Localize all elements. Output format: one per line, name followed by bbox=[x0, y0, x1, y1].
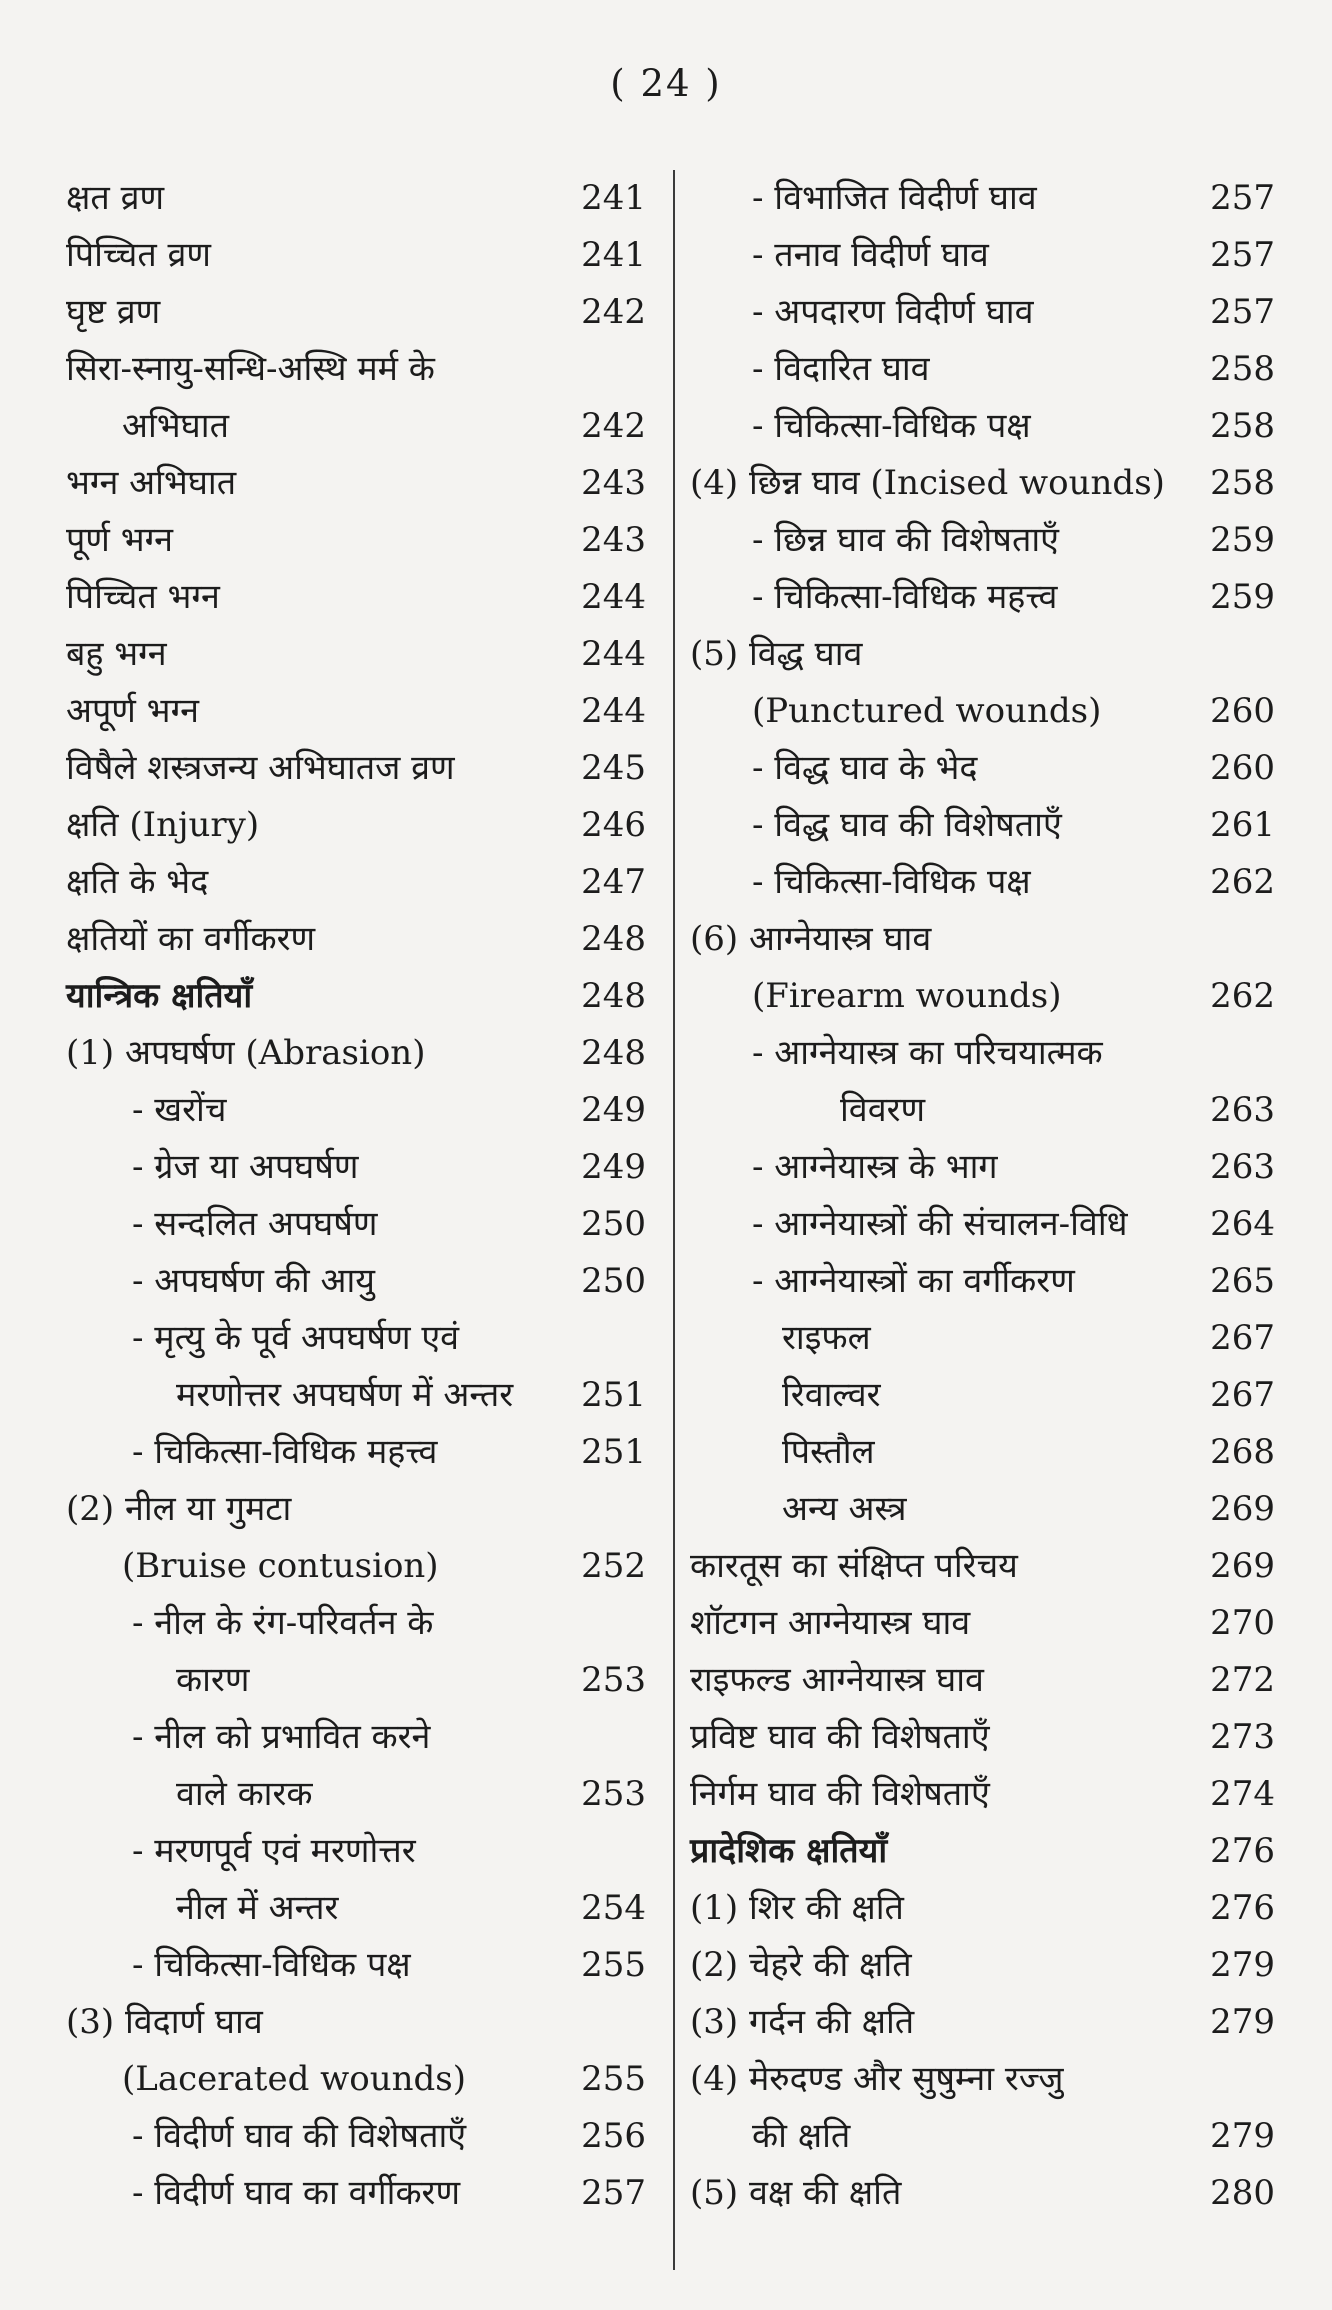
left-column bbox=[66, 170, 646, 2222]
toc-entry-page: 257 bbox=[1210, 178, 1275, 218]
toc-entry-title: प्रादेशिक क्षतियाँ bbox=[690, 1831, 888, 1871]
toc-entry bbox=[66, 797, 646, 854]
toc-entry-title: शॉटगन आग्नेयास्त्र घाव bbox=[690, 1603, 971, 1643]
toc-entry-page: 261 bbox=[1210, 805, 1275, 845]
toc-entry-title: यान्त्रिक क्षतियाँ bbox=[66, 976, 253, 1016]
toc-entry-title: विवरण bbox=[840, 1090, 926, 1130]
toc-entry bbox=[690, 740, 1275, 797]
toc-entry bbox=[690, 1880, 1275, 1937]
toc-entry bbox=[66, 683, 646, 740]
toc-entry-title: (3) विदार्ण घाव bbox=[66, 2002, 263, 2042]
toc-entry-title: (1) अपघर्षण (Abrasion) bbox=[66, 1033, 426, 1073]
toc-entry-title: - विभाजित विदीर्ण घाव bbox=[752, 178, 1037, 218]
toc-entry-title: क्षत व्रण bbox=[66, 178, 165, 218]
toc-entry-page: 245 bbox=[581, 748, 646, 788]
toc-entry-page: 248 bbox=[581, 919, 646, 959]
toc-entry-title: (6) आग्नेयास्त्र घाव bbox=[690, 919, 932, 959]
toc-entry-page: 248 bbox=[581, 976, 646, 1016]
toc-entry bbox=[66, 1196, 646, 1253]
toc-entry-page: 280 bbox=[1210, 2173, 1275, 2213]
toc-entry-title: अन्य अस्त्र bbox=[782, 1489, 907, 1529]
toc-entry-page: 251 bbox=[581, 1432, 646, 1472]
toc-entry bbox=[66, 569, 646, 626]
toc-entry bbox=[690, 1424, 1275, 1481]
toc-entry-page: 257 bbox=[1210, 292, 1275, 332]
toc-entry-page: 257 bbox=[1210, 235, 1275, 275]
toc-entry-page: 255 bbox=[581, 1945, 646, 1985]
toc-entry-title: रिवाल्वर bbox=[782, 1375, 881, 1415]
toc-entry bbox=[690, 1709, 1275, 1766]
toc-entry bbox=[690, 1652, 1275, 1709]
toc-entry bbox=[690, 626, 1275, 740]
toc-entry bbox=[66, 455, 646, 512]
toc-entry-title: अपूर्ण भग्न bbox=[66, 691, 200, 731]
toc-entry-title: क्षति (Injury) bbox=[66, 805, 260, 845]
toc-entry-title: (3) गर्दन की क्षति bbox=[690, 2002, 915, 2042]
toc-entry-page: 262 bbox=[1210, 862, 1275, 902]
toc-entry bbox=[690, 1139, 1275, 1196]
toc-entry-page: 253 bbox=[581, 1660, 646, 1700]
toc-entry-title: - आग्नेयास्त्र के भाग bbox=[752, 1147, 998, 1187]
toc-entry-title: (1) शिर की क्षति bbox=[690, 1888, 904, 1928]
toc-entry-page: 250 bbox=[581, 1261, 646, 1301]
toc-entry bbox=[66, 1994, 646, 2108]
toc-entry bbox=[690, 1196, 1275, 1253]
toc-entry-title: (Firearm wounds) bbox=[752, 976, 1062, 1016]
toc-entry bbox=[66, 1310, 646, 1424]
toc-entry-page: 260 bbox=[1210, 691, 1275, 731]
toc-entry bbox=[690, 1994, 1275, 2051]
toc-entry-title: - विदीर्ण घाव का वर्गीकरण bbox=[132, 2173, 461, 2213]
toc-entry-page: 264 bbox=[1210, 1204, 1275, 1244]
toc-entry bbox=[66, 2165, 646, 2222]
toc-entry-page: 262 bbox=[1210, 976, 1275, 1016]
toc-entry-title: - चिकित्सा-विधिक पक्ष bbox=[752, 406, 1031, 446]
toc-entry-page: 269 bbox=[1210, 1546, 1275, 1586]
toc-entry-page: 244 bbox=[581, 577, 646, 617]
toc-entry bbox=[690, 284, 1275, 341]
toc-entry-page: 258 bbox=[1210, 349, 1275, 389]
toc-entry-title: - विद्ध घाव की विशेषताएँ bbox=[752, 805, 1062, 845]
toc-entry-page: 260 bbox=[1210, 748, 1275, 788]
toc-entry-title: राइफल bbox=[782, 1318, 871, 1358]
toc-entry bbox=[66, 1025, 646, 1082]
toc-entry-page: 252 bbox=[581, 1546, 646, 1586]
toc-entry-page: 256 bbox=[581, 2116, 646, 2156]
toc-entry-title: प्रविष्ट घाव की विशेषताएँ bbox=[690, 1717, 990, 1757]
toc-entry bbox=[690, 911, 1275, 1025]
toc-entry-page: 248 bbox=[581, 1033, 646, 1073]
toc-entry-page: 267 bbox=[1210, 1375, 1275, 1415]
toc-entry bbox=[690, 2051, 1275, 2165]
toc-entry-page: 251 bbox=[581, 1375, 646, 1415]
toc-entry-title: क्षति के भेद bbox=[66, 862, 209, 902]
toc-entry bbox=[66, 227, 646, 284]
toc-entry-title: नील में अन्तर bbox=[176, 1888, 339, 1928]
toc-entry-page: 242 bbox=[581, 292, 646, 332]
toc-entry bbox=[690, 569, 1275, 626]
toc-entry-title: - ग्रेज या अपघर्षण bbox=[132, 1147, 359, 1187]
toc-entry bbox=[690, 1481, 1275, 1538]
toc-entry-page: 276 bbox=[1210, 1831, 1275, 1871]
toc-entry bbox=[66, 1595, 646, 1709]
toc-entry-title: - चिकित्सा-विधिक महत्त्व bbox=[752, 577, 1058, 617]
toc-entry-page: 244 bbox=[581, 691, 646, 731]
toc-entry-title: (Lacerated wounds) bbox=[122, 2059, 467, 2099]
toc-entry bbox=[66, 1253, 646, 1310]
toc-entry bbox=[690, 1766, 1275, 1823]
toc-entry-page: 241 bbox=[581, 235, 646, 275]
toc-entry-page: 265 bbox=[1210, 1261, 1275, 1301]
toc-entry bbox=[690, 512, 1275, 569]
toc-entry-page: 242 bbox=[581, 406, 646, 446]
toc-entry-title: पिच्चित भग्न bbox=[66, 577, 220, 617]
toc-entry bbox=[690, 854, 1275, 911]
toc-entry bbox=[66, 512, 646, 569]
toc-entry-title: (2) नील या गुमटा bbox=[66, 1489, 292, 1529]
toc-entry-title: (4) छिन्न घाव (Incised wounds) bbox=[690, 463, 1165, 503]
toc-entry bbox=[690, 1538, 1275, 1595]
toc-entry bbox=[66, 1937, 646, 1994]
toc-entry bbox=[690, 1025, 1275, 1139]
toc-entry-title: - चिकित्सा-विधिक महत्त्व bbox=[132, 1432, 438, 1472]
toc-entry bbox=[66, 740, 646, 797]
toc-entry-title: (Punctured wounds) bbox=[752, 691, 1102, 731]
page-number: ( 24 ) bbox=[610, 62, 722, 105]
toc-entry-title: - चिकित्सा-विधिक पक्ष bbox=[132, 1945, 411, 1985]
toc-entry bbox=[690, 341, 1275, 398]
toc-entry bbox=[66, 1424, 646, 1481]
toc-entry bbox=[690, 170, 1275, 227]
toc-entry-title: क्षतियों का वर्गीकरण bbox=[66, 919, 316, 959]
toc-entry-page: 241 bbox=[581, 178, 646, 218]
toc-entry-page: 267 bbox=[1210, 1318, 1275, 1358]
toc-entry bbox=[66, 170, 646, 227]
toc-entry-page: 279 bbox=[1210, 2116, 1275, 2156]
toc-entry-title: - अपघर्षण की आयु bbox=[132, 1261, 375, 1301]
toc-entry bbox=[66, 284, 646, 341]
toc-entry bbox=[66, 911, 646, 968]
toc-entry-title: वाले कारक bbox=[176, 1774, 313, 1814]
toc-entry-title: सिरा-स्नायु-सन्धि-अस्थि मर्म के bbox=[66, 349, 435, 389]
toc-entry-title: घृष्ट व्रण bbox=[66, 292, 161, 332]
toc-entry-page: 258 bbox=[1210, 463, 1275, 503]
toc-entry-title: - मरणपूर्व एवं मरणोत्तर bbox=[132, 1831, 416, 1871]
toc-entry bbox=[66, 1823, 646, 1937]
toc-entry-page: 268 bbox=[1210, 1432, 1275, 1472]
toc-entry-title: कारण bbox=[176, 1660, 250, 1700]
toc-entry-title: - नील के रंग-परिवर्तन के bbox=[132, 1603, 434, 1643]
toc-entry-page: 259 bbox=[1210, 577, 1275, 617]
toc-entry-title: पूर्ण भग्न bbox=[66, 520, 174, 560]
toc-entry bbox=[690, 1310, 1275, 1367]
toc-entry-page: 247 bbox=[581, 862, 646, 902]
toc-entry-page: 257 bbox=[581, 2173, 646, 2213]
toc-entry bbox=[66, 1082, 646, 1139]
toc-entry-title: कारतूस का संक्षिप्त परिचय bbox=[690, 1546, 1018, 1586]
toc-entry-title: - विदारित घाव bbox=[752, 349, 930, 389]
toc-entry-title: - छिन्न घाव की विशेषताएँ bbox=[752, 520, 1059, 560]
toc-entry-page: 273 bbox=[1210, 1717, 1275, 1757]
toc-entry-title: भग्न अभिघात bbox=[66, 463, 237, 503]
toc-entry bbox=[66, 1481, 646, 1595]
toc-entry-title: - मृत्यु के पूर्व अपघर्षण एवं bbox=[132, 1318, 460, 1358]
toc-entry bbox=[66, 968, 646, 1025]
toc-entry bbox=[690, 455, 1275, 512]
toc-entry bbox=[690, 1823, 1275, 1880]
toc-entry-title: - आग्नेयास्त्र का परिचयात्मक bbox=[752, 1033, 1103, 1073]
toc-entry bbox=[66, 854, 646, 911]
toc-entry-title: - आग्नेयास्त्रों का वर्गीकरण bbox=[752, 1261, 1075, 1301]
toc-entry-page: 246 bbox=[581, 805, 646, 845]
toc-entry bbox=[690, 1595, 1275, 1652]
toc-entry-title: बहु भग्न bbox=[66, 634, 167, 674]
toc-entry-page: 263 bbox=[1210, 1090, 1275, 1130]
toc-entry bbox=[690, 1253, 1275, 1310]
toc-entry-page: 263 bbox=[1210, 1147, 1275, 1187]
toc-entry bbox=[66, 2108, 646, 2165]
toc-entry-title: - विदीर्ण घाव की विशेषताएँ bbox=[132, 2116, 467, 2156]
toc-entry-page: 270 bbox=[1210, 1603, 1275, 1643]
toc-entry-page: 272 bbox=[1210, 1660, 1275, 1700]
toc-entry-page: 269 bbox=[1210, 1489, 1275, 1529]
toc-entry-title: (Bruise contusion) bbox=[122, 1546, 439, 1586]
toc-entry-title: - सन्दलित अपघर्षण bbox=[132, 1204, 378, 1244]
toc-entry-title: - विद्ध घाव के भेद bbox=[752, 748, 978, 788]
toc-entry-page: 274 bbox=[1210, 1774, 1275, 1814]
toc-entry bbox=[66, 1709, 646, 1823]
toc-entry-title: - चिकित्सा-विधिक पक्ष bbox=[752, 862, 1031, 902]
toc-entry-page: 258 bbox=[1210, 406, 1275, 446]
toc-entry-title: अभिघात bbox=[122, 406, 229, 446]
toc-entry bbox=[66, 626, 646, 683]
toc-entry-page: 249 bbox=[581, 1147, 646, 1187]
toc-entry-title: पिच्चित व्रण bbox=[66, 235, 212, 275]
toc-entry-title: मरणोत्तर अपघर्षण में अन्तर bbox=[176, 1375, 514, 1415]
toc-entry bbox=[66, 341, 646, 455]
toc-entry-title: (2) चेहरे की क्षति bbox=[690, 1945, 912, 1985]
toc-entry-title: - तनाव विदीर्ण घाव bbox=[752, 235, 989, 275]
toc-entry-title: - अपदारण विदीर्ण घाव bbox=[752, 292, 1034, 332]
toc-entry-page: 259 bbox=[1210, 520, 1275, 560]
toc-entry-page: 243 bbox=[581, 520, 646, 560]
toc-entry bbox=[66, 1139, 646, 1196]
toc-entry bbox=[690, 1937, 1275, 1994]
toc-entry bbox=[690, 1367, 1275, 1424]
toc-entry bbox=[690, 398, 1275, 455]
toc-entry-title: की क्षति bbox=[752, 2116, 851, 2156]
toc-entry-title: - आग्नेयास्त्रों की संचालन-विधि bbox=[752, 1204, 1128, 1244]
toc-entry bbox=[690, 2165, 1275, 2222]
toc-entry-page: 249 bbox=[581, 1090, 646, 1130]
toc-entry-title: (5) विद्ध घाव bbox=[690, 634, 863, 674]
toc-entry-page: 250 bbox=[581, 1204, 646, 1244]
toc-entry-page: 279 bbox=[1210, 1945, 1275, 1985]
right-column bbox=[690, 170, 1275, 2222]
toc-entry-title: राइफल्ड आग्नेयास्त्र घाव bbox=[690, 1660, 984, 1700]
toc-entry-page: 279 bbox=[1210, 2002, 1275, 2042]
toc-entry-page: 243 bbox=[581, 463, 646, 503]
toc-entry-page: 244 bbox=[581, 634, 646, 674]
toc-entry bbox=[690, 227, 1275, 284]
toc-entry-title: - खरोंच bbox=[132, 1090, 227, 1130]
toc-entry-page: 255 bbox=[581, 2059, 646, 2099]
toc-entry-title: विषैले शस्त्रजन्य अभिघातज व्रण bbox=[66, 748, 455, 788]
column-divider bbox=[673, 170, 675, 2270]
toc-entry bbox=[690, 797, 1275, 854]
toc-entry-title: (4) मेरुदण्ड और सुषुम्ना रज्जु bbox=[690, 2059, 1064, 2099]
toc-entry-title: - नील को प्रभावित करने bbox=[132, 1717, 431, 1757]
toc-entry-title: निर्गम घाव की विशेषताएँ bbox=[690, 1774, 990, 1814]
toc-entry-page: 254 bbox=[581, 1888, 646, 1928]
toc-entry-page: 276 bbox=[1210, 1888, 1275, 1928]
toc-entry-page: 253 bbox=[581, 1774, 646, 1814]
toc-entry-title: पिस्तौल bbox=[782, 1432, 875, 1472]
toc-entry-title: (5) वक्ष की क्षति bbox=[690, 2173, 902, 2213]
